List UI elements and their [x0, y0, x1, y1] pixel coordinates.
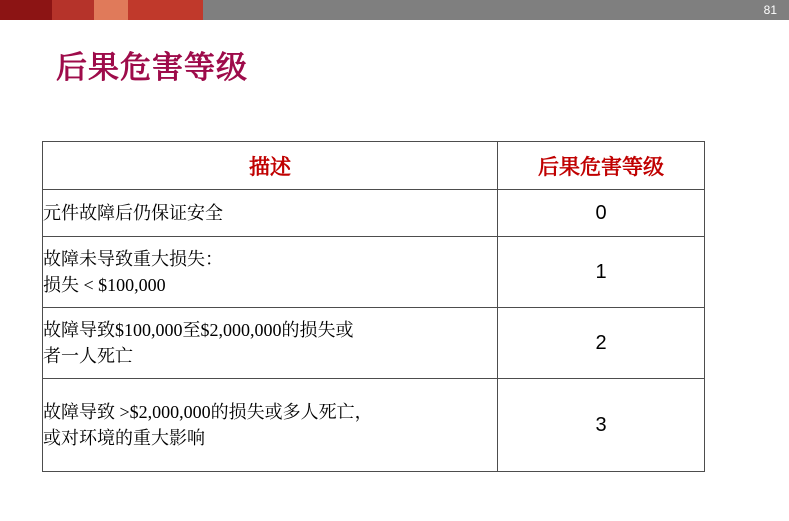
- table-header-row: [43, 142, 705, 190]
- table-row: [43, 308, 705, 379]
- description-line: 或对环境的重大影响: [43, 428, 205, 448]
- cell-level: 3: [498, 379, 705, 472]
- table-row: [43, 237, 705, 308]
- column-header-description: 描述: [43, 142, 498, 190]
- table-body: [43, 190, 705, 472]
- page-number: 81: [763, 3, 777, 17]
- topbar-segment-crimson: [128, 0, 203, 20]
- topbar-segment-gray: [203, 0, 789, 20]
- cell-description: [43, 379, 498, 472]
- description-line: 故障未导致重大损失：: [43, 248, 223, 269]
- cell-description: [43, 308, 498, 379]
- cell-level: 0: [498, 190, 705, 237]
- column-header-level: 后果危害等级: [498, 142, 705, 190]
- topbar-segment-salmon: [94, 0, 128, 20]
- page-title: 后果危害等级: [56, 50, 248, 85]
- topbar-segment-red: [52, 0, 94, 20]
- topbar-segment-dark-red: [0, 0, 52, 20]
- description-line: 故障导致 >$2,000,000的损失或多人死亡，: [43, 401, 373, 422]
- cell-level: 1: [498, 237, 705, 308]
- table-header: [43, 142, 705, 190]
- description-line: 者一人死亡: [43, 346, 133, 366]
- risk-table-container: [42, 141, 704, 472]
- description-line: 故障导致$100,000至$2,000,000的损失或: [43, 319, 354, 340]
- decorative-top-bar: [0, 0, 789, 20]
- table-row: [43, 190, 705, 237]
- risk-table: [42, 141, 705, 472]
- cell-description: [43, 190, 498, 237]
- description-line: 损失 < $100,000: [43, 275, 166, 295]
- description-line: 元件故障后仍保证安全: [43, 202, 223, 223]
- cell-level: 2: [498, 308, 705, 379]
- table-row: [43, 379, 705, 472]
- cell-description: [43, 237, 498, 308]
